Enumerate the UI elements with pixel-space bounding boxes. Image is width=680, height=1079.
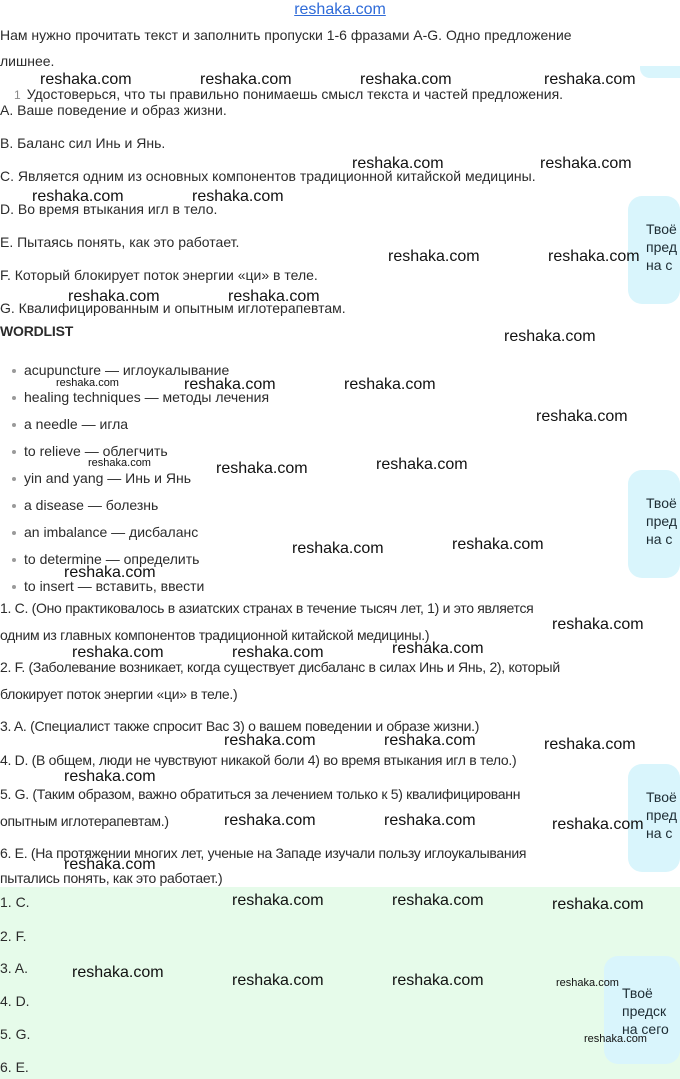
bullet: [12, 477, 16, 481]
watermark: reshaka.com: [224, 812, 316, 829]
wordlist-item-text: to relieve — облегчить: [24, 443, 168, 459]
watermark: reshaka.com: [384, 812, 476, 829]
watermark: reshaka.com: [352, 155, 444, 172]
option-e: E. Пытаясь понять, как это работает.: [0, 234, 240, 250]
option-f: F. Который блокирует поток энергии «ци» в теле.: [0, 267, 318, 283]
watermark: reshaka.com: [584, 1033, 647, 1045]
bullet: [12, 396, 16, 400]
watermark: reshaka.com: [68, 288, 160, 305]
option-d: D. Во время втыкания игл в тело.: [0, 201, 218, 217]
watermark: reshaka.com: [232, 644, 324, 661]
instructions-line-1: Нам нужно прочитать текст и заполнить пропуски 1-6 фразами A-G. Одно предложение: [0, 27, 572, 43]
watermark: reshaka.com: [88, 457, 151, 469]
bubble-text: Твоё: [622, 985, 653, 1001]
bubble-text: Твоё: [646, 221, 677, 237]
answer-6: 6. E.: [0, 1059, 29, 1075]
watermark: reshaka.com: [200, 71, 292, 88]
option-a: A. Ваше поведение и образ жизни.: [0, 102, 227, 118]
watermark: reshaka.com: [392, 972, 484, 989]
watermark: reshaka.com: [40, 71, 132, 88]
watermark: reshaka.com: [232, 892, 324, 909]
chat-bubble[interactable]: [628, 470, 680, 578]
watermark: reshaka.com: [32, 188, 124, 205]
explanation-6-line-1: 6. E. (На протяжении многих лет, ученые на Западе изучали пользу иглоукалывания: [0, 845, 527, 861]
watermark: reshaka.com: [192, 188, 284, 205]
watermark: reshaka.com: [232, 972, 324, 989]
bullet: [12, 531, 16, 535]
watermark: reshaka.com: [344, 376, 436, 393]
wordlist-item-text: to determine — определить: [24, 551, 200, 567]
instructions-line-2: лишнее.: [0, 53, 55, 69]
bullet: [12, 558, 16, 562]
step-number: 1: [14, 88, 21, 102]
explanation-6-line-2: пытались понять, как это работает.): [0, 870, 223, 886]
bubble-text: Твоё: [646, 789, 677, 805]
watermark: reshaka.com: [228, 288, 320, 305]
watermark: reshaka.com: [56, 377, 119, 389]
watermark: reshaka.com: [552, 896, 644, 913]
step-text: Удостоверься, что ты правильно понимаешь смысл текста и частей предложения.: [26, 86, 564, 102]
watermark: reshaka.com: [504, 328, 596, 345]
wordlist-item-text: a disease — болезнь: [24, 497, 159, 513]
explanation-4: 4. D. (В общем, люди не чувствуют никакой боли 4) во время втыкания игл в тело.): [0, 752, 517, 768]
watermark: reshaka.com: [388, 248, 480, 265]
watermark: reshaka.com: [64, 768, 156, 785]
watermark: reshaka.com: [64, 564, 156, 581]
answer-4: 4. D.: [0, 993, 30, 1009]
watermark: reshaka.com: [224, 732, 316, 749]
watermark: reshaka.com: [72, 644, 164, 661]
explanation-1-line-1: 1. C. (Оно практиковалось в азиатских странах в течение тысяч лет, 1) и это является: [0, 600, 534, 616]
option-g: G. Квалифицированным и опытным иглотерапевтам.: [0, 300, 346, 316]
watermark: reshaka.com: [392, 640, 484, 657]
option-b: B. Баланс сил Инь и Янь.: [0, 135, 166, 151]
watermark: reshaka.com: [552, 616, 644, 633]
watermark: reshaka.com: [548, 248, 640, 265]
wordlist-item-text: yin and yang — Инь и Янь: [24, 470, 191, 486]
explanation-2-line-2: блокирует поток энергии «ци» в теле.): [0, 686, 238, 702]
bubble-text: предск: [622, 1003, 667, 1019]
answer-2: 2. F.: [0, 928, 27, 944]
watermark: reshaka.com: [360, 71, 452, 88]
bullet: [12, 450, 16, 454]
wordlist-item: [12, 414, 128, 434]
wordlist-item: [12, 522, 198, 542]
watermark: reshaka.com: [556, 977, 619, 989]
watermark: reshaka.com: [384, 732, 476, 749]
wordlist-item-text: acupuncture — иглоукалывание: [24, 362, 230, 378]
watermark: reshaka.com: [392, 892, 484, 909]
watermark: reshaka.com: [184, 376, 276, 393]
watermark: reshaka.com: [64, 856, 156, 873]
explanation-3: 3. A. (Специалист также спросит Вас 3) о вашем поведении и образе жизни.): [0, 718, 480, 734]
bubble-text: на с: [646, 825, 673, 841]
wordlist-item-text: an imbalance — дисбаланс: [24, 524, 199, 540]
site-link[interactable]: reshaka.com: [294, 1, 386, 18]
watermark: reshaka.com: [376, 456, 468, 473]
watermark: reshaka.com: [292, 540, 384, 557]
chat-bubble[interactable]: [604, 956, 680, 1064]
explanation-2-line-1: 2. F. (Заболевание возникает, когда существует дисбаланс в силах Инь и Янь, 2), который: [0, 659, 560, 675]
bubble-text: на с: [646, 531, 673, 547]
bubble-text: на с: [646, 257, 673, 273]
watermark: reshaka.com: [536, 408, 628, 425]
bubble-text: пред: [646, 807, 678, 823]
watermark: reshaka.com: [544, 71, 636, 88]
chat-bubble-top[interactable]: [640, 66, 680, 78]
bullet: [12, 504, 16, 508]
explanation-5-line-1: 5. G. (Таким образом, важно обратиться за лечением только к 5) квалифицированн: [0, 786, 521, 802]
watermark: reshaka.com: [452, 536, 544, 553]
bubble-text: пред: [646, 513, 678, 529]
bubble-text: пред: [646, 239, 678, 255]
wordlist-item-text: to insert — вставить, ввести: [24, 578, 205, 594]
wordlist-heading: WORDLIST: [0, 323, 74, 339]
bullet: [12, 585, 16, 589]
wordlist-item-text: a needle — игла: [24, 416, 129, 432]
wordlist-item: [12, 468, 191, 488]
bubble-text: на сего: [622, 1021, 669, 1037]
answer-1: 1. C.: [0, 894, 30, 910]
watermark: reshaka.com: [552, 816, 644, 833]
watermark: reshaka.com: [72, 964, 164, 981]
option-c: C. Является одним из основных компонентов традиционной китайской медицины.: [0, 168, 536, 184]
bullet: [12, 369, 16, 373]
answer-5: 5. G.: [0, 1026, 31, 1042]
answer-3: 3. A.: [0, 960, 29, 976]
watermark: reshaka.com: [216, 460, 308, 477]
explanation-1-line-2: одним из главных компонентов традиционной китайской медицины.): [0, 627, 430, 643]
bullet: [12, 423, 16, 427]
bubble-text: Твоё: [646, 495, 677, 511]
watermark: reshaka.com: [544, 736, 636, 753]
watermark: reshaka.com: [540, 155, 632, 172]
wordlist-item-text: healing techniques — методы лечения: [24, 389, 270, 405]
wordlist-item: [12, 495, 158, 515]
explanation-5-line-2: опытным иглотерапевтам.): [0, 813, 169, 829]
